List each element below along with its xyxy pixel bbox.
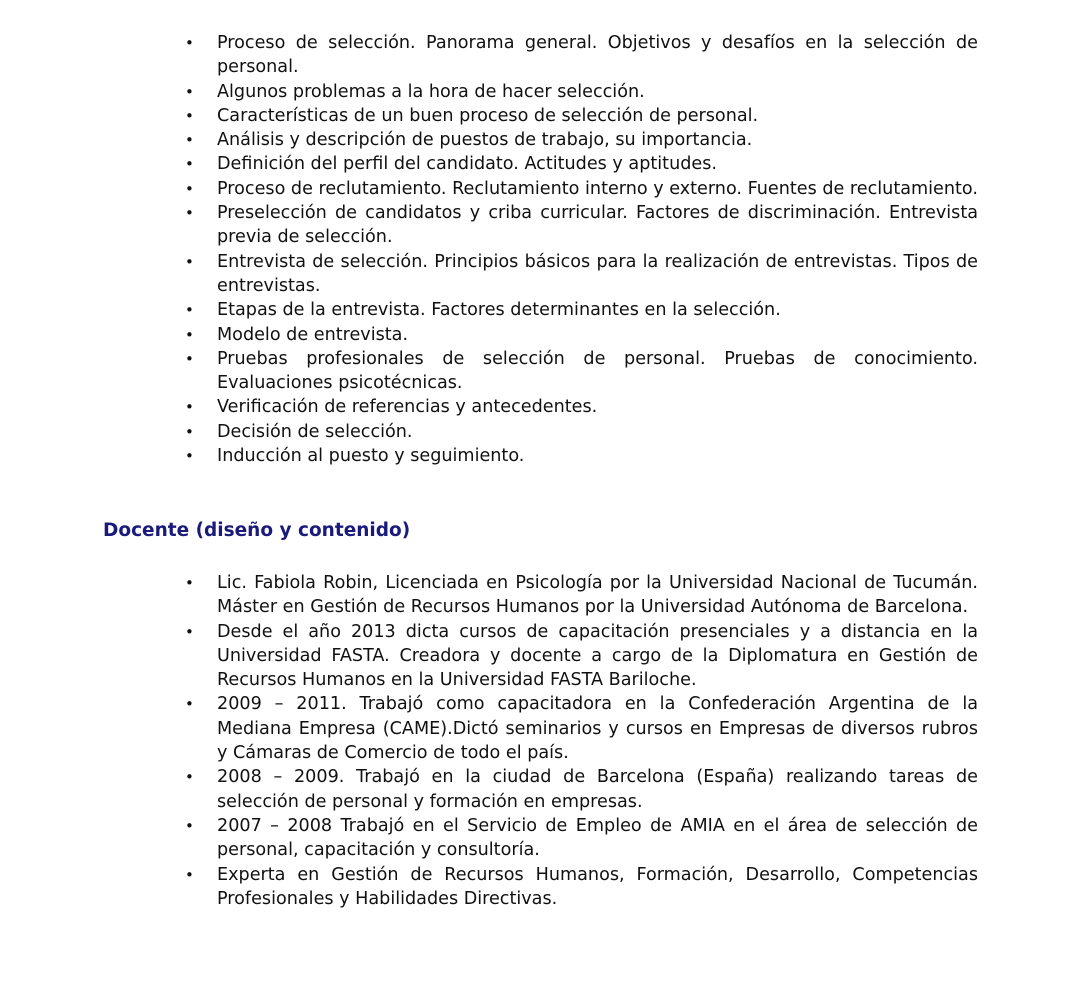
list-item [185, 104, 978, 128]
list-item-text: 2008 – 2009. Trabajó en la ciudad de Barcelona (España) realizando tareas de selección de personal y formación en empresas. [217, 767, 978, 812]
list-item [185, 31, 978, 80]
bullet-icon: • [185, 252, 194, 271]
bullet-icon: • [185, 695, 194, 714]
bullet-icon: • [185, 131, 194, 150]
list-item-text: Características de un buen proceso de selección de personal. [217, 105, 759, 126]
list-item [185, 323, 978, 347]
list-item-text: Algunos problemas a la hora de hacer selección. [217, 81, 645, 102]
list-item-text: Verificación de referencias y antecedentes. [217, 397, 598, 418]
section-heading: Docente (diseño y contenido) [103, 520, 411, 541]
bullet-icon: • [185, 398, 194, 417]
list-item [185, 298, 978, 322]
list-item-text: Entrevista de selección. Principios básicos para la realización de entrevistas. Tipos de entrevistas. [217, 251, 978, 296]
bullet-icon: • [185, 106, 194, 125]
list-item [185, 152, 978, 176]
list-item [185, 420, 978, 444]
bullet-icon: • [185, 622, 194, 641]
list-item-text: 2007 – 2008 Trabajó en el Servicio de Empleo de AMIA en el área de selección de personal, capacitación y consultoría. [217, 815, 978, 861]
list-item-text: Modelo de entrevista. [217, 324, 409, 345]
list-item-text: Lic. Fabiola Robin, Licenciada en Psicología por la Universidad Nacional de Tucumán. Máster en Gestión de Recursos Humanos por la Universidad Autónoma de Barcelona. [217, 573, 978, 618]
teacher-list [185, 571, 978, 911]
list-item-text: Pruebas profesionales de selección de personal. Pruebas de conocimiento. Evaluaciones psicotécnicas. [217, 348, 978, 394]
list-item-text: Definición del perfil del candidato. Actitudes y aptitudes. [217, 154, 717, 175]
list-item [185, 692, 978, 765]
list-item [185, 863, 978, 912]
list-item-text: Análisis y descripción de puestos de trabajo, su importancia. [217, 130, 753, 151]
bullet-icon: • [185, 447, 194, 466]
list-item-text: 2009 – 2011. Trabajó como capacitadora en la Confederación Argentina de la Mediana Empresa (CAME).Dictó seminarios y cursos en Empresas de diversos rubros y Cámaras de Comercio de todo el país. [217, 694, 978, 764]
list-item [185, 765, 978, 814]
bullet-icon: • [185, 325, 194, 344]
list-item [185, 395, 978, 419]
list-item-text: Experta en Gestión de Recursos Humanos, Formación, Desarrollo, Competencias Profesionales y Habilidades Directivas. [217, 864, 978, 909]
list-item [185, 814, 978, 863]
list-item [185, 128, 978, 152]
list-item-text: Preselección de candidatos y criba curricular. Factores de discriminación. Entrevista previa de selección. [217, 203, 978, 248]
list-item-text: Desde el año 2013 dicta cursos de capacitación presenciales y a distancia en la Universidad FASTA. Creadora y docente a cargo de la Diplomatura en Gestión de Recursos Humanos en la Universidad FASTA Bariloche. [217, 621, 978, 691]
list-item [185, 444, 978, 468]
list-item [185, 347, 978, 396]
bullet-icon: • [185, 204, 194, 223]
bullet-icon: • [185, 574, 194, 592]
bullet-icon: • [185, 422, 194, 441]
bullet-icon: • [185, 155, 194, 174]
bullet-icon: • [185, 865, 194, 884]
list-item [185, 620, 978, 693]
list-item [185, 571, 978, 620]
list-item-text: Inducción al puesto y seguimiento. [217, 446, 525, 467]
bullet-icon: • [185, 82, 194, 101]
bullet-icon: • [185, 768, 194, 787]
list-item [185, 177, 978, 201]
bullet-icon: • [185, 34, 194, 52]
bullet-icon: • [185, 179, 194, 198]
bullet-icon: • [185, 349, 194, 368]
topics-list [185, 31, 978, 468]
bullet-icon: • [185, 816, 194, 835]
bullet-icon: • [185, 301, 194, 320]
list-item [185, 250, 978, 299]
list-item-text: Decisión de selección. [217, 421, 413, 442]
list-item [185, 201, 978, 250]
list-item [185, 80, 978, 104]
list-item-text: Etapas de la entrevista. Factores determinantes en la selección. [217, 300, 781, 321]
list-item-text: Proceso de selección. Panorama general. Objetivos y desafíos en la selección de personal. [217, 33, 978, 78]
list-item-text: Proceso de reclutamiento. Reclutamiento interno y externo. Fuentes de reclutamiento. [217, 178, 978, 199]
